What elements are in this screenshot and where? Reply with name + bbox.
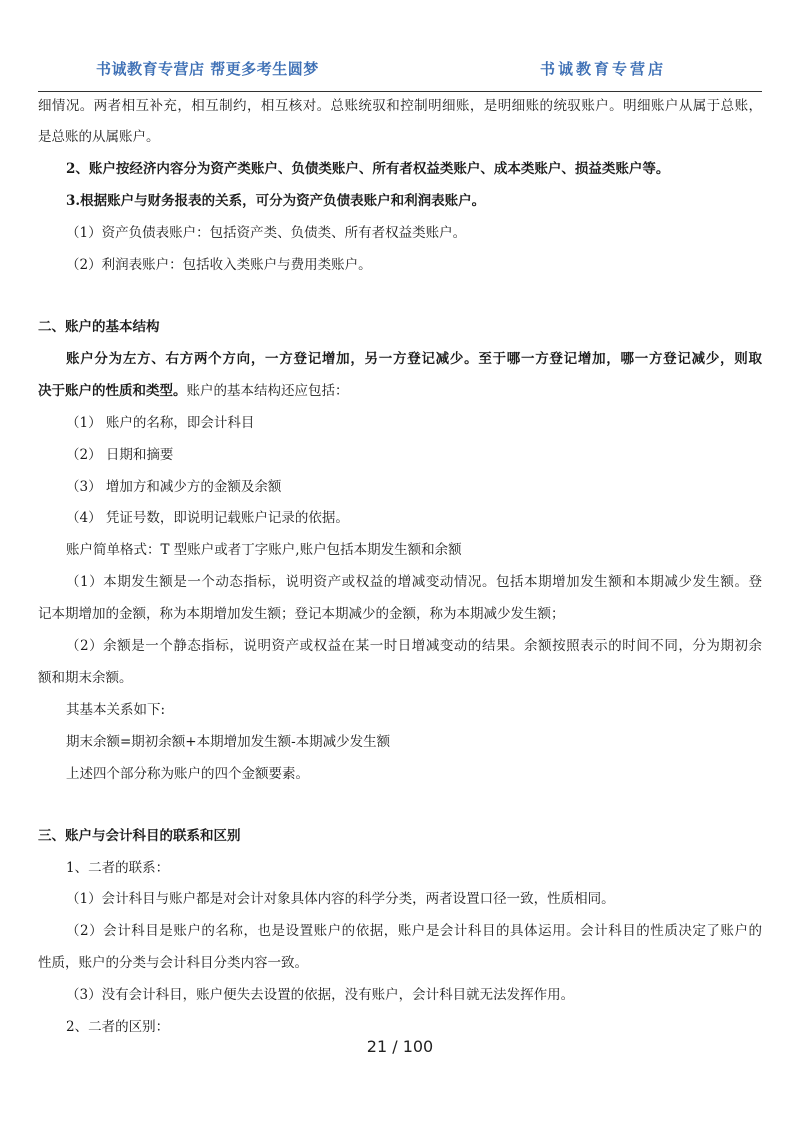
list-item: （2）利润表账户：包括收入类账户与费用类账户。 [66, 257, 372, 273]
paragraph-line: 记本期增加的金额，称为本期增加发生额；登记本期减少的金额，称为本期减少发生额； [38, 606, 565, 622]
page-number: 21 / 100 [366, 1037, 434, 1056]
paragraph-emphasis: 决于账户的性质和类型。 [38, 383, 187, 399]
paragraph-line: 额和期末余额。 [38, 670, 133, 686]
list-item: （3） 增加方和减少方的金额及余额 [66, 479, 282, 495]
page-header [38, 0, 762, 92]
paragraph-line: 账户分为左方、右方两个方向，一方登记增加，另一方登记减少。至于哪一方登记增加，哪一方登记减少，则取 [66, 351, 762, 367]
paragraph-line: 细情况。两者相互补充，相互制约，相互核对。总账统驭和控制明细账，是明细账的统驭账户。明细账户从属于总账， [38, 98, 762, 114]
formula-line: 期末余额=期初余额+本期增加发生额-本期减少发生额 [66, 734, 391, 750]
list-item: 2、账户按经济内容分为资产类账户、负债类账户、所有者权益类账户、成本类账户、损益类账户等。 [66, 161, 670, 177]
paragraph-line: 性质，账户的分类与会计科目分类内容一致。 [38, 955, 308, 971]
paragraph-line: 上述四个部分称为账户的四个金额要素。 [66, 766, 309, 782]
list-item: （2）会计科目是账户的名称，也是设置账户的依据，账户是会计科目的具体运用。会计科目的性质决定了账户的 [66, 923, 762, 939]
header-store-slogan: 书诚教育专营店 帮更多考生圆梦 [96, 60, 319, 78]
list-item: （3）没有会计科目，账户便失去设置的依据，没有账户，会计科目就无法发挥作用。 [66, 987, 575, 1003]
section-heading: 三、账户与会计科目的联系和区别 [38, 828, 241, 844]
list-item: 2、二者的区别： [66, 1019, 170, 1035]
list-item: （4） 凭证号数，即说明记载账户记录的依据。 [66, 510, 349, 526]
paragraph-text: 账户的基本结构还应包括： [186, 383, 349, 399]
paragraph-line: 是总账的从属账户。 [38, 129, 160, 145]
header-store-name: 书诚教育专营店 [540, 60, 667, 78]
list-item: （1）资产负债表账户：包括资产类、负债类、所有者权益类账户。 [66, 225, 467, 241]
section-heading: 二、账户的基本结构 [38, 319, 160, 335]
list-item: 1、二者的联系： [66, 860, 170, 876]
list-item: （1）会计科目与账户都是对会计对象具体内容的科学分类，两者设置口径一致，性质相同。 [66, 891, 615, 907]
list-item: 3.根据账户与财务报表的关系，可分为资产负债表账户和利润表账户。 [66, 193, 486, 209]
list-item: （1） 账户的名称，即会计科目 [66, 415, 255, 431]
paragraph-line: （2）余额是一个静态指标，说明资产或权益在某一时日增减变动的结果。余额按照表示的时间不同，分为期初余 [66, 638, 762, 654]
paragraph-line: 账户简单格式：T 型账户或者丁字账户,账户包括本期发生额和余额 [66, 542, 462, 558]
paragraph-line: 其基本关系如下: [66, 702, 166, 718]
paragraph-line: （1）本期发生额是一个动态指标，说明资产或权益的增减变动情况。包括本期增加发生额和本期减少发生额。登 [66, 574, 762, 590]
list-item: （2） 日期和摘要 [66, 447, 174, 463]
